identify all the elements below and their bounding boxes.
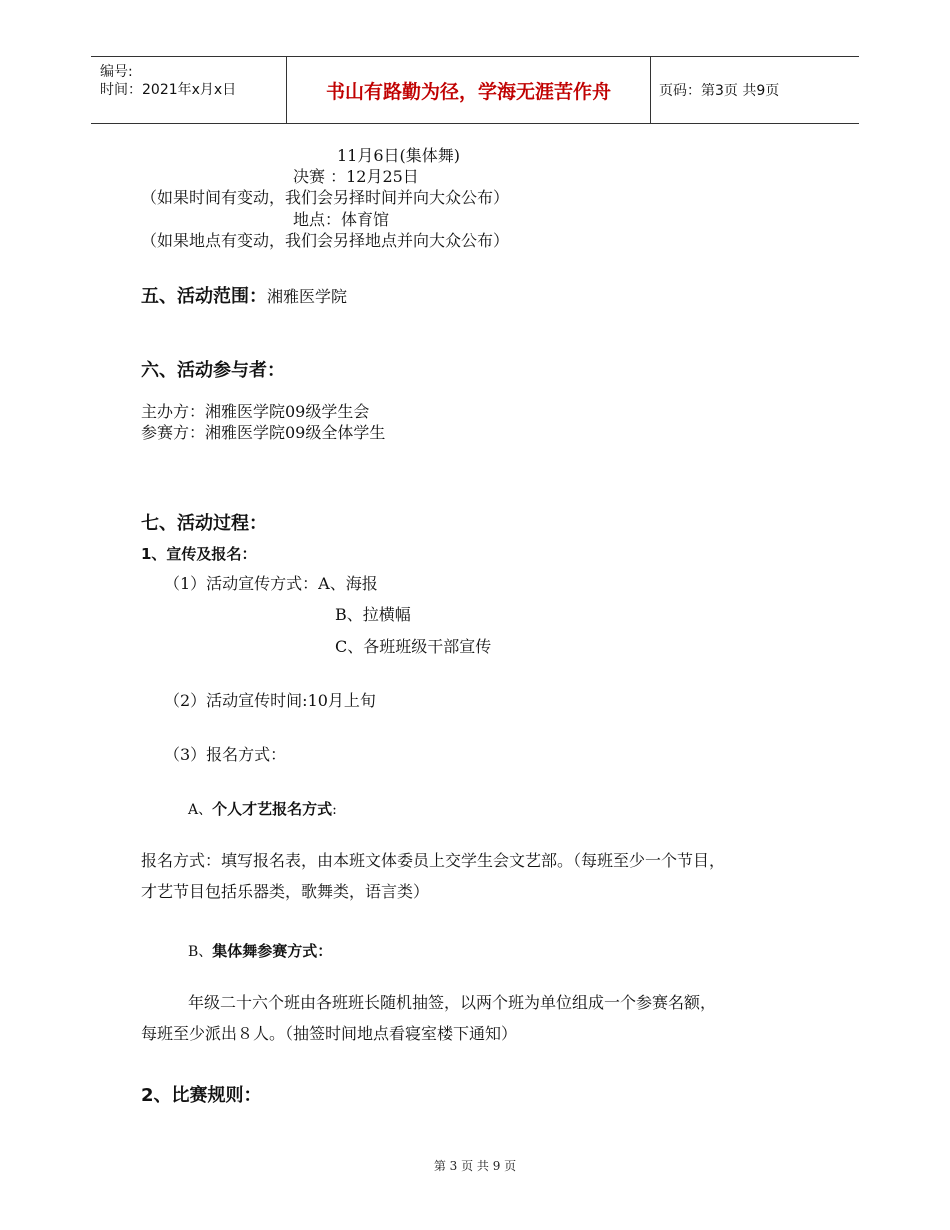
section-6-heading: 六、活动参与者： xyxy=(141,360,285,381)
header-motto: 书山有路勤为径，学海无涯苦作舟 xyxy=(286,57,651,123)
group-dance-heading xyxy=(188,940,332,961)
header-meta xyxy=(91,57,286,123)
individual-text-2: 才艺节目包括乐器类，歌舞类，语言类） xyxy=(141,882,430,901)
individual-heading xyxy=(188,798,337,819)
schedule-location: 地点：体育馆 xyxy=(293,210,390,229)
individual-prefix: A、 xyxy=(188,802,213,818)
group-text-2: 每班至少派出８人。（抽签时间地点看寝室楼下通知） xyxy=(141,1024,518,1043)
organizer-line: 主办方：湘雅医学院09级学生会 xyxy=(141,402,370,421)
section-7-heading: 七、活动过程： xyxy=(141,513,267,534)
group-title: 集体舞参赛方式： xyxy=(212,942,333,960)
signup-method-label: （3）报名方式： xyxy=(164,745,287,764)
promo-time: （2）活动宣传时间:10月上旬 xyxy=(164,691,376,710)
promo-methods: （1）活动宣传方式：A、海报 xyxy=(164,574,378,593)
header-number: 编号: xyxy=(100,64,133,80)
page-footer: 第 3 页 共 9 页 xyxy=(433,1159,517,1173)
schedule-final: 决赛 ：12月25日 xyxy=(293,167,419,186)
subsection-1-heading: 1、宣传及报名： xyxy=(141,545,257,563)
promo-method-c: C、各班班级干部宣传 xyxy=(335,637,492,656)
group-prefix: B、 xyxy=(188,944,213,960)
section-5-title: 五、活动范围： xyxy=(141,286,267,307)
section-5-heading xyxy=(141,282,347,308)
page-header xyxy=(91,56,859,124)
schedule-line-1: 11月6日(集体舞) xyxy=(337,146,461,165)
individual-text-1: 报名方式：填写报名表，由本班文体委员上交学生会文艺部。（每班至少一个节目， xyxy=(141,851,726,870)
individual-suffix: : xyxy=(332,802,337,818)
individual-title: 个人才艺报名方式 xyxy=(212,800,333,818)
schedule-location-note: （如果地点有变动，我们会另择地点并向大众公布） xyxy=(141,231,510,250)
header-time: 时间：2021年x月x日 xyxy=(100,82,237,98)
subsection-2-heading: 2、比赛规则： xyxy=(141,1085,262,1106)
group-text-1: 年级二十六个班由各班班长随机抽签，以两个班为单位组成一个参赛名额， xyxy=(188,993,717,1012)
participants-line: 参赛方：湘雅医学院09级全体学生 xyxy=(141,423,386,442)
header-page-info: 页码：第3页 共9页 xyxy=(659,83,780,99)
section-5-value: 湘雅医学院 xyxy=(267,287,348,306)
promo-method-b: B、拉横幅 xyxy=(335,605,411,624)
schedule-time-note: （如果时间有变动，我们会另择时间并向大众公布） xyxy=(141,188,510,207)
